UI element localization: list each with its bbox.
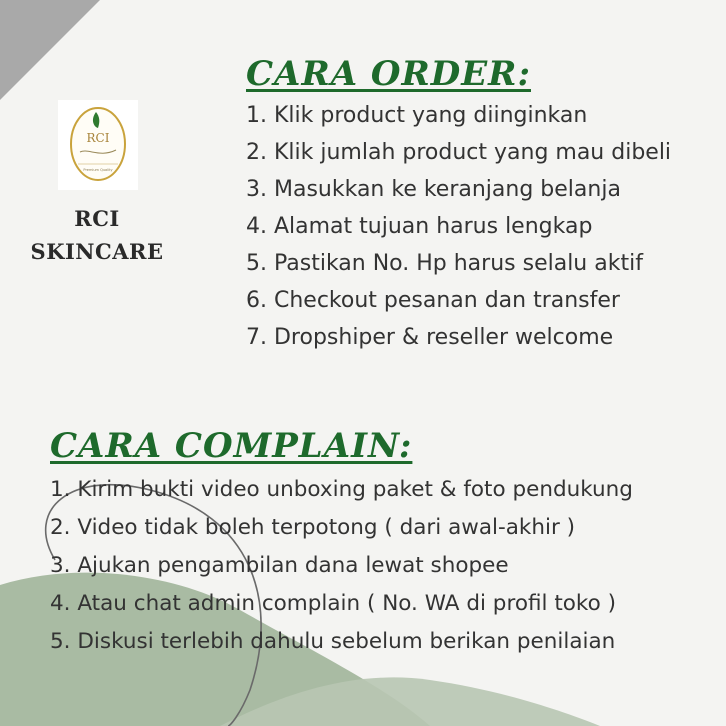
- brand-name-line1: RCI: [74, 206, 120, 231]
- complain-heading: CARA COMPLAIN:: [50, 426, 413, 466]
- order-step: 3. Masukkan ke keranjang belanja: [246, 177, 621, 202]
- order-step: 1. Klik product yang diinginkan: [246, 103, 588, 128]
- order-step: 2. Klik jumlah product yang mau dibeli: [246, 140, 672, 165]
- order-step: 6. Checkout pesanan dan transfer: [246, 288, 620, 313]
- complain-steps-list: [50, 471, 633, 661]
- order-heading: CARA ORDER:: [246, 54, 531, 94]
- complain-step: 4. Atau chat admin complain ( No. WA di profil toko ): [50, 591, 616, 616]
- corner-triangle: [0, 0, 100, 100]
- logo-text: RCI: [86, 131, 110, 145]
- order-step: 4. Alamat tujuan harus lengkap: [246, 214, 593, 239]
- complain-step: 1. Kirim bukti video unboxing paket & foto pendukung: [50, 477, 633, 502]
- logo: [58, 100, 138, 190]
- complain-step: 5. Diskusi terlebih dahulu sebelum berikan penilaian: [50, 629, 616, 654]
- brand-name-line2: SKINCARE: [30, 239, 164, 264]
- complain-step: 2. Video tidak boleh terpotong ( dari awal-akhir ): [50, 515, 576, 540]
- order-steps-list: [246, 97, 671, 356]
- logo-subtitle: Premium Quality: [83, 168, 113, 172]
- order-step: 5. Pastikan No. Hp harus selalu aktif: [246, 251, 643, 276]
- complain-step: 3. Ajukan pengambilan dana lewat shopee: [50, 553, 509, 578]
- order-step: 7. Dropshiper & reseller welcome: [246, 325, 614, 350]
- logo-emblem: [58, 100, 138, 190]
